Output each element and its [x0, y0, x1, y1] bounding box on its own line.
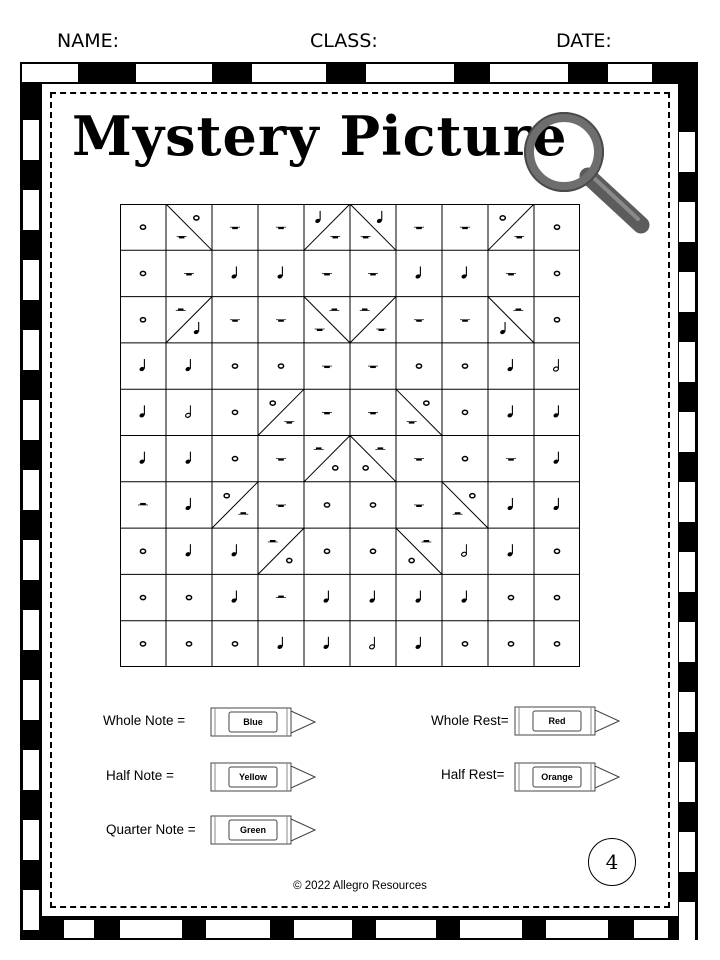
quarter-note-label: Quarter Note =	[106, 822, 196, 837]
crayon-yellow-text: Yellow	[238, 772, 267, 782]
whole-rest-label: Whole Rest=	[431, 713, 509, 728]
border-stripe	[679, 762, 695, 802]
border-stripe	[679, 202, 695, 242]
crayon-green-icon	[210, 815, 316, 850]
border-stripe	[490, 64, 568, 82]
date-label: DATE:	[556, 30, 612, 52]
border-stripe	[679, 902, 695, 940]
border-stripe	[64, 920, 94, 938]
crayon-yellow-icon	[210, 762, 316, 797]
whole-note-label: Whole Note =	[103, 713, 186, 728]
crayon-blue-text: Blue	[243, 717, 263, 727]
crayon-red-icon	[514, 706, 620, 741]
border-stripe	[294, 920, 352, 938]
name-label: NAME:	[57, 30, 120, 52]
border-stripe	[22, 64, 78, 82]
border-stripe	[23, 680, 39, 720]
border-stripe	[23, 890, 39, 930]
border-stripe	[23, 190, 39, 230]
crayon-orange-icon	[514, 762, 620, 797]
border-stripe	[679, 272, 695, 312]
border-stripe	[460, 920, 522, 938]
border-stripe	[23, 540, 39, 580]
border-stripe	[634, 920, 668, 938]
half-note-label: Half Note =	[106, 768, 174, 783]
border-stripe	[679, 692, 695, 732]
border-stripe	[608, 64, 652, 82]
border-stripe	[23, 120, 39, 160]
border-stripe	[23, 610, 39, 650]
border-stripe	[679, 482, 695, 522]
half-rest-label: Half Rest=	[441, 767, 505, 782]
border-stripe	[23, 820, 39, 860]
page-number-badge: 4	[588, 838, 636, 886]
border-stripe	[366, 64, 454, 82]
border-stripe	[23, 400, 39, 440]
border-stripe	[679, 412, 695, 452]
border-stripe	[376, 920, 436, 938]
crayon-blue-icon	[210, 707, 316, 742]
border-stripe	[679, 132, 695, 172]
border-stripe	[546, 920, 608, 938]
border-stripe	[23, 260, 39, 300]
border-stripe	[23, 330, 39, 370]
crayon-green-text: Green	[239, 825, 266, 835]
border-stripe	[120, 920, 182, 938]
border-stripe	[679, 552, 695, 592]
border-stripe	[136, 64, 212, 82]
class-label: CLASS:	[310, 30, 378, 52]
border-stripe	[23, 750, 39, 790]
copyright-text: © 2022 Allegro Resources	[293, 880, 427, 892]
mystery-grid	[120, 204, 580, 668]
border-stripe	[206, 920, 270, 938]
border-stripe	[679, 342, 695, 382]
border-stripe	[679, 622, 695, 662]
crayon-red-text: Red	[548, 716, 566, 726]
crayon-orange-text: Orange	[541, 772, 573, 782]
border-stripe	[679, 832, 695, 872]
page-title: Mystery Picture	[72, 104, 568, 168]
border-stripe	[252, 64, 326, 82]
border-stripe	[23, 470, 39, 510]
